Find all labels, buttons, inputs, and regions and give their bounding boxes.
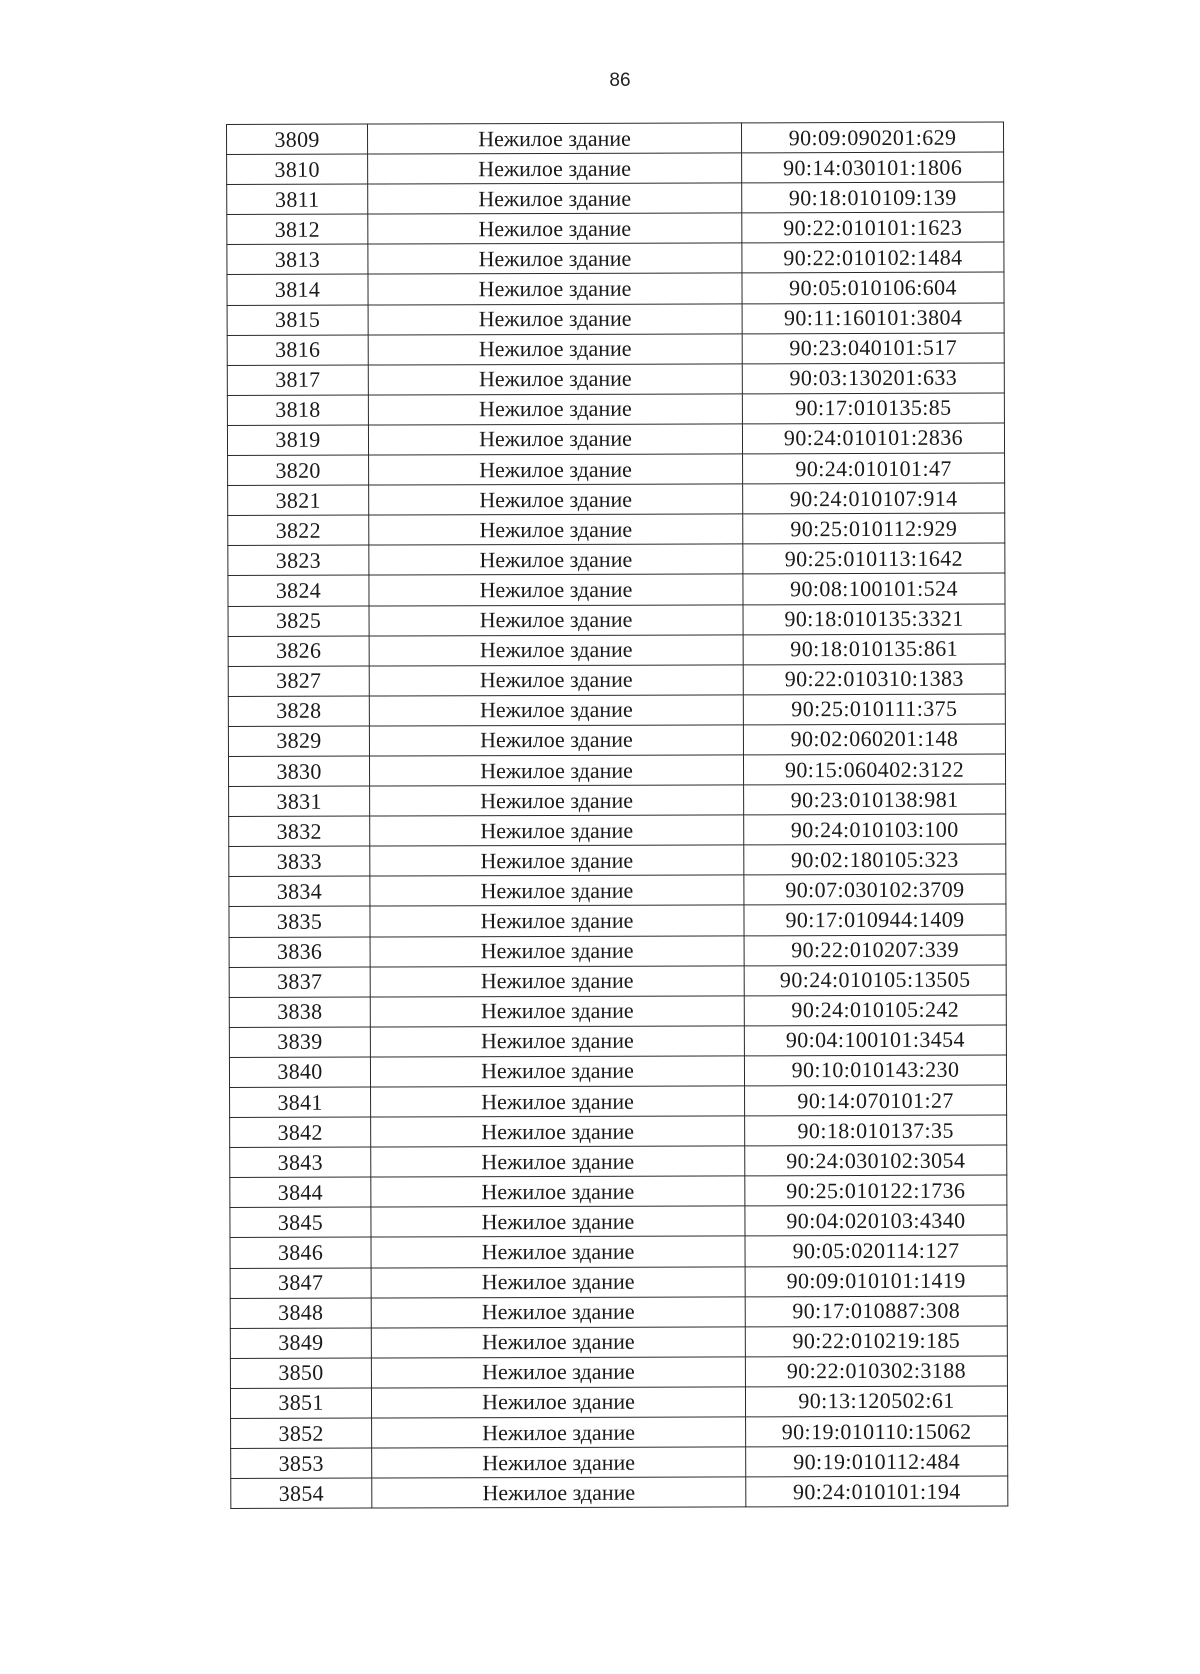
cadastral-number-cell: 90:18:010109:139 <box>742 182 1004 213</box>
cadastral-number-cell: 90:25:010112:929 <box>743 513 1005 544</box>
object-type-cell: Нежилое здание <box>370 845 744 876</box>
row-number-cell: 3834 <box>229 876 370 907</box>
object-type-cell: Нежилое здание <box>369 454 743 485</box>
row-number-cell: 3826 <box>228 636 369 667</box>
object-type-cell: Нежилое здание <box>372 1447 746 1478</box>
object-type-cell: Нежилое здание <box>370 875 744 906</box>
object-type-cell: Нежилое здание <box>369 755 743 786</box>
object-type-cell: Нежилое здание <box>370 996 744 1027</box>
table-row <box>229 995 1006 1028</box>
table-row <box>228 513 1005 546</box>
cadastral-number-cell: 90:19:010110:15062 <box>746 1416 1008 1447</box>
table-row <box>229 904 1006 937</box>
object-type-cell: Нежилое здание <box>369 514 743 545</box>
row-number-cell: 3824 <box>228 575 369 606</box>
cadastral-number-cell: 90:22:010310:1383 <box>743 664 1005 695</box>
row-number-cell: 3809 <box>227 124 368 155</box>
table-row <box>231 1476 1008 1509</box>
object-type-cell: Нежилое здание <box>368 303 742 334</box>
row-number-cell: 3831 <box>229 786 370 817</box>
row-number-cell: 3841 <box>230 1087 371 1118</box>
table-row <box>231 1416 1008 1449</box>
row-number-cell: 3836 <box>229 937 370 968</box>
cadastral-number-cell: 90:22:010101:1623 <box>742 212 1004 243</box>
object-type-cell: Нежилое здание <box>370 1026 744 1057</box>
table-row <box>229 874 1006 907</box>
object-type-cell: Нежилое здание <box>372 1417 746 1448</box>
row-number-cell: 3842 <box>230 1117 371 1148</box>
row-number-cell: 3821 <box>228 485 369 516</box>
cadastral-number-cell: 90:17:010135:85 <box>742 393 1004 424</box>
table-row <box>227 122 1004 155</box>
object-type-cell: Нежилое здание <box>368 123 742 154</box>
cadastral-number-cell: 90:17:010887:308 <box>745 1296 1007 1327</box>
row-number-cell: 3814 <box>227 275 368 306</box>
table-row <box>228 453 1005 486</box>
table-row <box>228 543 1005 576</box>
object-type-cell: Нежилое здание <box>368 243 742 274</box>
cadastral-number-cell: 90:02:180105:323 <box>744 844 1006 875</box>
table-row <box>229 784 1006 817</box>
cadastral-number-cell: 90:24:010105:13505 <box>744 965 1006 996</box>
object-type-cell: Нежилое здание <box>371 1206 745 1237</box>
object-type-cell: Нежилое здание <box>371 1146 745 1177</box>
cadastral-number-cell: 90:09:090201:629 <box>741 122 1003 153</box>
object-type-cell: Нежилое здание <box>368 364 742 395</box>
table-row <box>228 664 1005 697</box>
object-type-cell: Нежилое здание <box>370 785 744 816</box>
cadastral-number-cell: 90:04:020103:4340 <box>745 1205 1007 1236</box>
object-type-cell: Нежилое здание <box>369 725 743 756</box>
object-type-cell: Нежилое здание <box>371 1387 745 1418</box>
cadastral-number-cell: 90:24:010101:2836 <box>742 423 1004 454</box>
object-type-cell: Нежилое здание <box>368 394 742 425</box>
row-number-cell: 3849 <box>230 1328 371 1359</box>
object-type-cell: Нежилое здание <box>368 153 742 184</box>
object-type-cell: Нежилое здание <box>371 1086 745 1117</box>
row-number-cell: 3812 <box>227 214 368 245</box>
row-number-cell: 3846 <box>230 1238 371 1269</box>
row-number-cell: 3811 <box>227 184 368 215</box>
table-row <box>228 483 1005 516</box>
table-row <box>230 1386 1007 1419</box>
cadastral-number-cell: 90:11:160101:3804 <box>742 303 1004 334</box>
cadastral-number-cell: 90:22:010219:185 <box>745 1326 1007 1357</box>
row-number-cell: 3852 <box>231 1418 372 1449</box>
table-row <box>229 1025 1006 1058</box>
cadastral-number-cell: 90:23:040101:517 <box>742 333 1004 364</box>
cadastral-number-cell: 90:03:130201:633 <box>742 363 1004 394</box>
row-number-cell: 3817 <box>227 365 368 396</box>
cadastral-number-cell: 90:25:010122:1736 <box>745 1175 1007 1206</box>
table-row <box>231 1446 1008 1479</box>
object-type-cell: Нежилое здание <box>368 213 742 244</box>
row-number-cell: 3843 <box>230 1147 371 1178</box>
cadastral-number-cell: 90:18:010135:3321 <box>743 604 1005 635</box>
row-number-cell: 3822 <box>228 515 369 546</box>
table-row <box>227 212 1004 245</box>
cadastral-number-cell: 90:23:010138:981 <box>744 784 1006 815</box>
object-type-cell: Нежилое здание <box>370 966 744 997</box>
cadastral-number-cell: 90:05:010106:604 <box>742 273 1004 304</box>
row-number-cell: 3839 <box>229 1027 370 1058</box>
row-number-cell: 3844 <box>230 1177 371 1208</box>
object-type-cell: Нежилое здание <box>370 1056 744 1087</box>
table-row <box>230 1145 1007 1178</box>
cadastral-number-cell: 90:25:010113:1642 <box>743 543 1005 574</box>
table-row <box>230 1205 1007 1238</box>
row-number-cell: 3819 <box>227 425 368 456</box>
cadastral-number-cell: 90:25:010111:375 <box>743 694 1005 725</box>
row-number-cell: 3833 <box>229 846 370 877</box>
table-row <box>227 303 1004 336</box>
object-type-cell: Нежилое здание <box>371 1236 745 1267</box>
table-row <box>230 1356 1007 1389</box>
row-number-cell: 3840 <box>229 1057 370 1088</box>
table-row <box>227 152 1004 185</box>
table-row <box>230 1236 1007 1269</box>
cadastral-number-cell: 90:22:010302:3188 <box>745 1356 1007 1387</box>
row-number-cell: 3828 <box>228 696 369 727</box>
row-number-cell: 3847 <box>230 1268 371 1299</box>
table-row <box>229 844 1006 877</box>
cadastral-number-cell: 90:18:010135:861 <box>743 634 1005 665</box>
table-row <box>228 604 1005 637</box>
table-row <box>228 754 1005 787</box>
table-row <box>227 273 1004 306</box>
table-body <box>227 122 1008 1509</box>
cadastral-number-cell: 90:22:010102:1484 <box>742 242 1004 273</box>
table-row <box>230 1266 1007 1299</box>
table-row <box>228 694 1005 727</box>
table-row <box>228 573 1005 606</box>
row-number-cell: 3815 <box>227 305 368 336</box>
row-number-cell: 3837 <box>229 967 370 998</box>
row-number-cell: 3853 <box>231 1448 372 1479</box>
row-number-cell: 3829 <box>228 726 369 757</box>
property-registry-table <box>226 122 1008 1510</box>
object-type-cell: Нежилое здание <box>369 604 743 635</box>
table-row <box>229 1055 1006 1088</box>
cadastral-number-cell: 90:14:070101:27 <box>745 1085 1007 1116</box>
row-number-cell: 3823 <box>228 545 369 576</box>
table-row <box>230 1326 1007 1359</box>
cadastral-number-cell: 90:18:010137:35 <box>745 1115 1007 1146</box>
table-row <box>230 1115 1007 1148</box>
object-type-cell: Нежилое здание <box>369 634 743 665</box>
row-number-cell: 3848 <box>230 1298 371 1329</box>
cadastral-number-cell: 90:19:010112:484 <box>746 1446 1008 1477</box>
cadastral-number-cell: 90:22:010207:339 <box>744 935 1006 966</box>
row-number-cell: 3845 <box>230 1207 371 1238</box>
cadastral-number-cell: 90:24:010105:242 <box>744 995 1006 1026</box>
table-row <box>227 393 1004 426</box>
object-type-cell: Нежилое здание <box>371 1357 745 1388</box>
row-number-cell: 3820 <box>228 455 369 486</box>
object-type-cell: Нежилое здание <box>372 1477 746 1508</box>
row-number-cell: 3827 <box>228 666 369 697</box>
cadastral-number-cell: 90:14:030101:1806 <box>742 152 1004 183</box>
table-row <box>227 423 1004 456</box>
object-type-cell: Нежилое здание <box>368 424 742 455</box>
row-number-cell: 3838 <box>229 997 370 1028</box>
cadastral-number-cell: 90:15:060402:3122 <box>743 754 1005 785</box>
table-row <box>230 1085 1007 1118</box>
row-number-cell: 3851 <box>230 1388 371 1419</box>
object-type-cell: Нежилое здание <box>368 334 742 365</box>
object-type-cell: Нежилое здание <box>369 544 743 575</box>
row-number-cell: 3816 <box>227 335 368 366</box>
cadastral-number-cell: 90:04:100101:3454 <box>744 1025 1006 1056</box>
cadastral-number-cell: 90:17:010944:1409 <box>744 904 1006 935</box>
row-number-cell: 3810 <box>227 154 368 185</box>
object-type-cell: Нежилое здание <box>368 183 742 214</box>
cadastral-number-cell: 90:02:060201:148 <box>743 724 1005 755</box>
cadastral-number-cell: 90:07:030102:3709 <box>744 874 1006 905</box>
cadastral-number-cell: 90:13:120502:61 <box>745 1386 1007 1417</box>
object-type-cell: Нежилое здание <box>371 1327 745 1358</box>
cadastral-number-cell: 90:08:100101:524 <box>743 573 1005 604</box>
table-row <box>228 724 1005 757</box>
cadastral-number-cell: 90:24:010101:194 <box>746 1476 1008 1507</box>
object-type-cell: Нежилое здание <box>370 935 744 966</box>
object-type-cell: Нежилое здание <box>371 1297 745 1328</box>
object-type-cell: Нежилое здание <box>369 484 743 515</box>
row-number-cell: 3818 <box>227 395 368 426</box>
row-number-cell: 3830 <box>228 756 369 787</box>
object-type-cell: Нежилое здание <box>369 574 743 605</box>
cadastral-number-cell: 90:10:010143:230 <box>744 1055 1006 1086</box>
object-type-cell: Нежилое здание <box>371 1176 745 1207</box>
page-number: 86 <box>609 70 631 91</box>
row-number-cell: 3825 <box>228 606 369 637</box>
object-type-cell: Нежилое здание <box>371 1266 745 1297</box>
table-row <box>229 814 1006 847</box>
cadastral-number-cell: 90:24:010101:47 <box>743 453 1005 484</box>
object-type-cell: Нежилое здание <box>371 1116 745 1147</box>
table-row <box>229 935 1006 968</box>
object-type-cell: Нежилое здание <box>370 905 744 936</box>
cadastral-number-cell: 90:05:020114:127 <box>745 1236 1007 1267</box>
table-row <box>229 965 1006 998</box>
cadastral-number-cell: 90:09:010101:1419 <box>745 1266 1007 1297</box>
table-row <box>228 634 1005 667</box>
table-row <box>227 182 1004 215</box>
object-type-cell: Нежилое здание <box>369 665 743 696</box>
table-row <box>227 242 1004 275</box>
object-type-cell: Нежилое здание <box>370 815 744 846</box>
object-type-cell: Нежилое здание <box>368 273 742 304</box>
row-number-cell: 3813 <box>227 244 368 275</box>
row-number-cell: 3854 <box>231 1478 372 1509</box>
cadastral-number-cell: 90:24:010103:100 <box>744 814 1006 845</box>
row-number-cell: 3835 <box>229 906 370 937</box>
table-row <box>227 333 1004 366</box>
cadastral-number-cell: 90:24:030102:3054 <box>745 1145 1007 1176</box>
table-row <box>230 1175 1007 1208</box>
cadastral-number-cell: 90:24:010107:914 <box>743 483 1005 514</box>
object-type-cell: Нежилое здание <box>369 695 743 726</box>
row-number-cell: 3850 <box>230 1358 371 1389</box>
table-row <box>227 363 1004 396</box>
row-number-cell: 3832 <box>229 816 370 847</box>
table-row <box>230 1296 1007 1329</box>
